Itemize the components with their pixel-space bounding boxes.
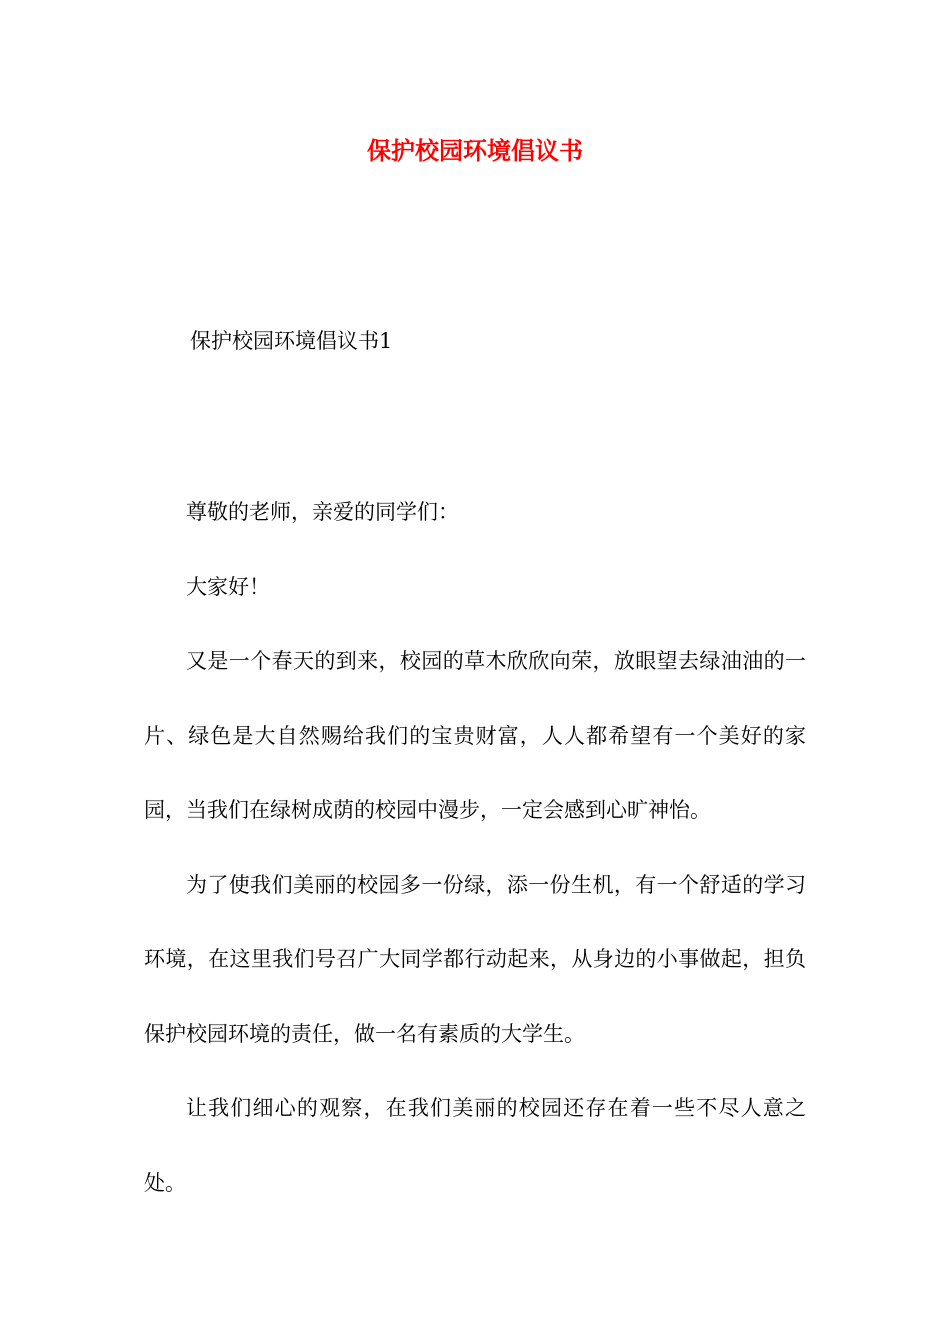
salutation-paragraph: 尊敬的老师，亲爱的同学们： xyxy=(186,500,459,524)
body-paragraph: 为了使我们美丽的校园多一份绿，添一份生机，有一个舒适的学习环境，在这里我们号召广大同学都行动起来，从身边的小事做起，担负保护校园环境的责任，做一名有素质的大学生。 xyxy=(144,872,806,1046)
section-heading: 保护校园环境倡议书1 xyxy=(190,329,393,353)
greeting-paragraph: 大家好！ xyxy=(186,574,270,599)
document-body xyxy=(144,475,806,1220)
body-paragraph: 又是一个春天的到来，校园的草木欣欣向荣，放眼望去绿油油的一片、绿色是大自然赐给我们的宝贵财富，人人都希望有一个美好的家园，当我们在绿树成荫的校园中漫步，一定会感到心旷神怡。 xyxy=(144,649,806,822)
document-title: 保护校园环境倡议书 xyxy=(367,136,583,165)
body-paragraph: 让我们细心的观察，在我们美丽的校园还存在着一些不尽人意之处。 xyxy=(144,1096,806,1195)
